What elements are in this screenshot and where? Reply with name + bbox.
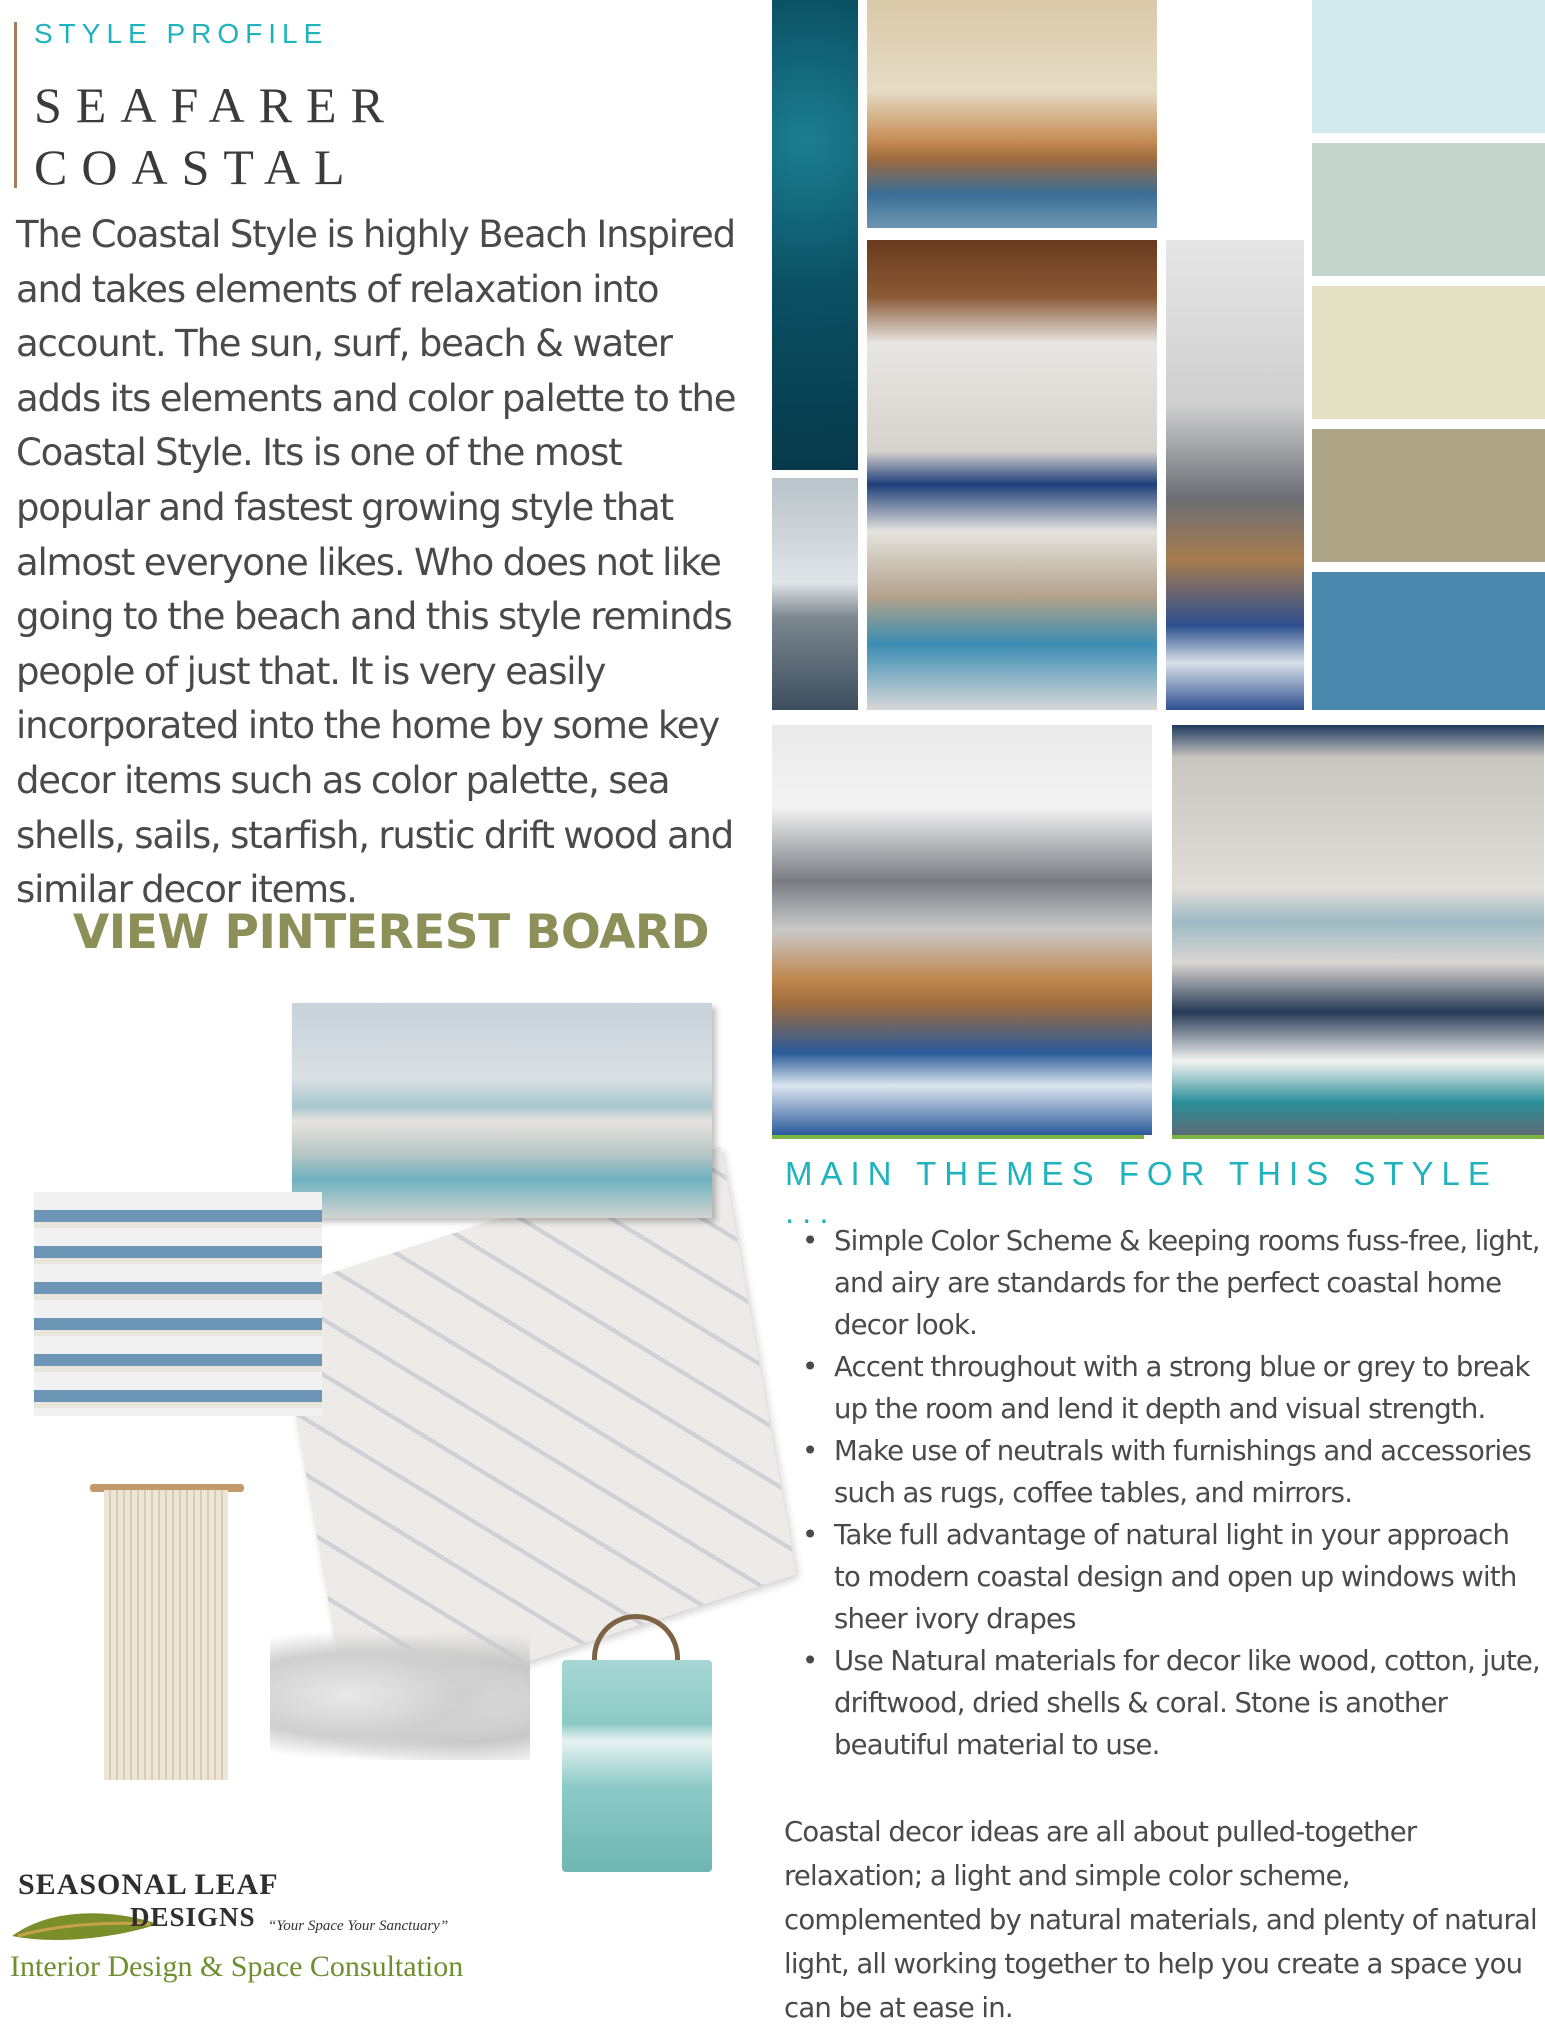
theme-item-4: • Take full advantage of natural light in your approach to modern coastal design and open up windows with sheer ivory drapes (802, 1519, 1517, 1635)
palette-swatch-3 (1312, 286, 1545, 419)
palette-swatch-5 (1312, 572, 1545, 710)
coffee-table-photo (772, 725, 1152, 1135)
coral-decor-product-image (270, 1630, 530, 1760)
main-themes-heading: MAIN THEMES FOR THIS STYLE ... (785, 1155, 1498, 1230)
palette-swatch-4 (1312, 429, 1545, 562)
ocean-photo (772, 0, 858, 470)
logo-name-line2: DESIGNS (130, 1902, 256, 1932)
palette-swatch-1 (1312, 0, 1545, 133)
photo-underline-left (772, 1135, 1144, 1139)
theme-item-1: • Simple Color Scheme & keeping rooms fuss-free, light, and airy are standards for the perfect coastal home decor look. (802, 1225, 1540, 1341)
terrarium-detail-photo (1166, 240, 1304, 710)
loft-living-room-photo (867, 240, 1157, 710)
logo-subtitle: Interior Design & Space Consultation (10, 1950, 464, 1983)
sofa-artwork-photo (1172, 725, 1544, 1135)
view-pinterest-board-link[interactable]: VIEW PINTEREST BOARD (72, 905, 710, 960)
header-accent-rule (14, 22, 17, 188)
logo-name-line1: SEASONAL LEAF (18, 1868, 279, 1901)
style-profile-label: STYLE PROFILE (34, 18, 329, 49)
logo-tagline: “Your Space Your Sanctuary” (268, 1918, 449, 1934)
lantern-product-image (562, 1660, 712, 1872)
striped-pillows-product-image (34, 1192, 322, 1416)
palette-swatch-2 (1312, 143, 1545, 276)
window-chair-photo (772, 478, 858, 710)
console-table-photo (867, 0, 1157, 228)
closing-paragraph: Coastal decor ideas are all about pulled-together relaxation; a light and simple color scheme, complemented by natural materials, and plenty of natural light, all working together to help you create a space you can be at ease in. (784, 1816, 1537, 2024)
beach-painting-product-image (292, 1003, 712, 1218)
macrame-wall-hanging-product-image (104, 1490, 228, 1780)
photo-underline-right (1172, 1135, 1544, 1139)
theme-item-2: • Accent throughout with a strong blue or grey to break up the room and lend it depth and visual strength. (802, 1351, 1530, 1425)
themes-list (788, 1220, 1540, 1766)
title-line-1: SEAFARER (34, 77, 398, 133)
theme-item-5: • Use Natural materials for decor like wood, cotton, jute, driftwood, dried shells & coral. Stone is another beautiful material to use. (802, 1645, 1540, 1761)
intro-paragraph: The Coastal Style is highly Beach Inspired and takes elements of relaxation into account. The sun, surf, beach & water adds its elements and color palette to the Coastal Style. Its is one of the most popular and fastest growing style that almost everyone likes. Who does not like going to the beach and this style reminds people of just that. It is very easily incorporated into the home by some key decor items such as color palette, sea shells, sails, starfish, rustic drift wood and similar decor items. (16, 213, 736, 912)
company-logo (10, 1862, 500, 1992)
title-line-2: COASTAL (34, 139, 359, 195)
theme-item-3: • Make use of neutrals with furnishings and accessories such as rugs, coffee tables, and mirrors. (802, 1435, 1531, 1509)
